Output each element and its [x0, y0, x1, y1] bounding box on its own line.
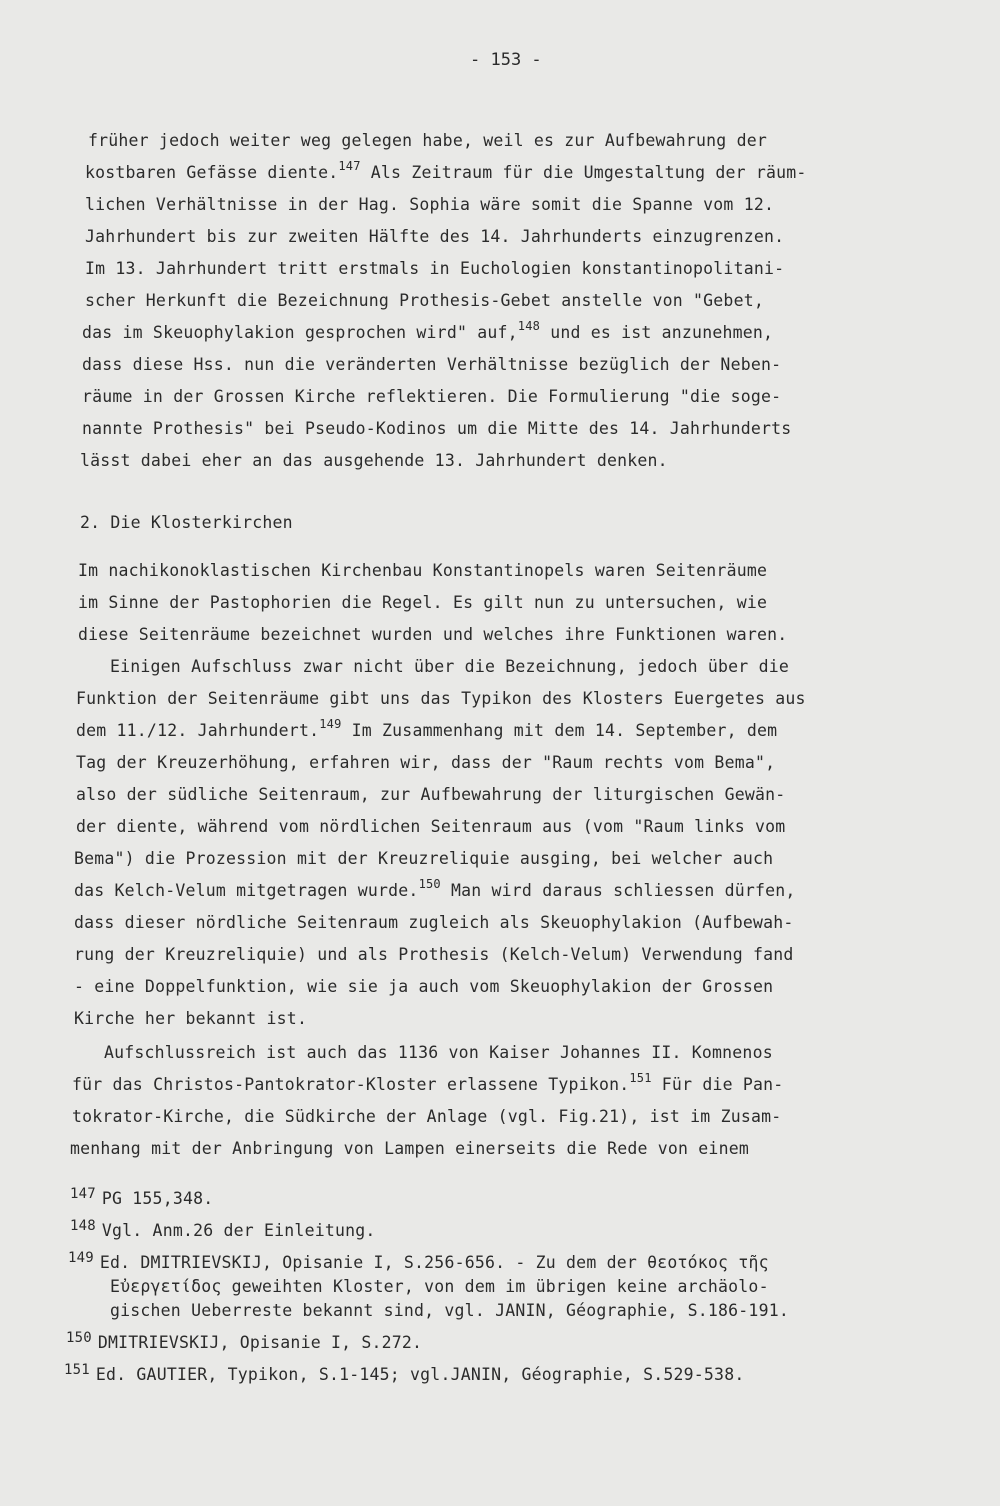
text-line: tokrator-Kirche, die Südkirche der Anlage (vgl. Fig.21), ist im Zusam- [72, 1107, 782, 1126]
text-line: - eine Doppelfunktion, wie sie ja auch vom Skeuophylakion der Grossen [74, 977, 774, 996]
footnote-continuation: gischen Ueberreste bekannt sind, vgl. JANIN, Géographie, S.186-191. [110, 1301, 789, 1320]
footnote [68, 1252, 769, 1275]
text-line: nannte Prothesis" bei Pseudo-Kodinos um die Mitte des 14. Jahrhunderts [82, 419, 792, 438]
footnote-mark: 151 [64, 1362, 90, 1378]
text-line: Einigen Aufschluss zwar nicht über die Bezeichnung, jedoch über die [110, 657, 789, 676]
text-line [76, 717, 778, 742]
text-line: scher Herkunft die Bezeichnung Prothesis-Gebet anstelle von "Gebet, [85, 291, 764, 310]
text-segment: Für die Pan- [661, 1075, 784, 1094]
footnote-ref: 148 [517, 319, 541, 333]
footnote-ref: 150 [418, 877, 441, 891]
text-line: der diente, während vom nördlichen Seitenraum aus (vom "Raum links vom [76, 817, 786, 836]
text-line: lichen Verhältnisse in der Hag. Sophia wäre somit die Spanne vom 12. [85, 195, 775, 214]
footnote-text: Ed. GAUTIER, Typikon, S.1-145; vgl.JANIN, Géographie, S.529-538. [95, 1365, 745, 1384]
footnote-mark: 147 [70, 1186, 96, 1202]
text-line: Aufschlussreich ist auch das 1136 von Kaiser Johannes II. Komnenos [104, 1043, 773, 1062]
text-line: Tag der Kreuzerhöhung, erfahren wir, dass der "Raum rechts vom Bema", [76, 753, 776, 772]
text-line: Funktion der Seitenräume gibt uns das Typikon des Klosters Euergetes aus [76, 689, 806, 708]
footnote-mark: 150 [66, 1330, 92, 1346]
text-line [74, 877, 796, 902]
footnote [70, 1188, 213, 1211]
footnote-mark: 149 [68, 1250, 94, 1266]
text-segment: das im Skeuophylakion gesprochen wird" auf, [82, 323, 518, 342]
text-line: dass dieser nördliche Seitenraum zugleich als Skeuophylakion (Aufbewah- [74, 913, 794, 932]
text-line: lässt dabei eher an das ausgehende 13. Jahrhundert denken. [80, 451, 668, 470]
footnote [64, 1364, 744, 1387]
text-line: menhang mit der Anbringung von Lampen einerseits die Rede von einem [70, 1139, 749, 1158]
footnote-text: DMITRIEVSKIJ, Opisanie I, S.272. [97, 1333, 423, 1352]
footnote-ref: 151 [629, 1071, 652, 1085]
text-segment: dem 11./12. Jahrhundert. [76, 721, 320, 740]
text-segment: Als Zeitraum für die Umgestaltung der räum- [370, 163, 807, 182]
text-line [82, 319, 774, 344]
text-segment: und es ist anzunehmen, [550, 323, 774, 342]
footnote-ref: 147 [338, 159, 361, 173]
footnote-ref: 149 [319, 717, 342, 731]
footnote [66, 1332, 422, 1355]
text-line: also der südliche Seitenraum, zur Aufbewahrung der liturgischen Gewän- [76, 785, 786, 804]
text-segment: das Kelch-Velum mitgetragen wurde. [74, 881, 419, 900]
footnote [70, 1220, 376, 1243]
text-line: Im 13. Jahrhundert tritt erstmals in Euchologien konstantinopolitani- [85, 259, 785, 278]
footnote-text: Vgl. Anm.26 der Einleitung. [101, 1221, 376, 1240]
text-line: im Sinne der Pastophorien die Regel. Es gilt nun zu untersuchen, wie [78, 593, 768, 612]
text-line [72, 1071, 784, 1096]
page-number: - 153 - [470, 50, 542, 70]
text-line: Kirche her bekannt ist. [74, 1009, 308, 1028]
text-segment: für das Christos-Pantokrator-Kloster erlassene Typikon. [72, 1075, 630, 1094]
text-segment: kostbaren Gefässe diente. [85, 163, 339, 182]
text-line: früher jedoch weiter weg gelegen habe, weil es zur Aufbewahrung der [88, 131, 767, 150]
footnote-text: Ed. DMITRIEVSKIJ, Opisanie I, S.256-656. - Zu dem der θεοτόκος τῆς [99, 1253, 769, 1272]
text-line [85, 159, 807, 184]
footnote-continuation: Εὐεργετίδος geweihten Kloster, von dem im übrigen keine archäolo- [110, 1277, 769, 1296]
text-line: Bema") die Prozession mit der Kreuzreliquie ausging, bei welcher auch [74, 849, 774, 868]
footnote-mark: 148 [70, 1218, 96, 1234]
text-segment: Man wird daraus schliessen dürfen, [450, 881, 796, 900]
text-line: Im nachikonoklastischen Kirchenbau Konstantinopels waren Seitenräume [78, 561, 768, 580]
text-line: rung der Kreuzreliquie) und als Prothesis (Kelch-Velum) Verwendung fand [74, 945, 794, 964]
text-line: Jahrhundert bis zur zweiten Hälfte des 14. Jahrhunderts einzugrenzen. [85, 227, 785, 246]
text-line: dass diese Hss. nun die veränderten Verhältnisse bezüglich der Neben- [82, 355, 782, 374]
text-line: räume in der Grossen Kirche reflektieren. Die Formulierung "die soge- [82, 387, 782, 406]
text-line: diese Seitenräume bezeichnet wurden und welches ihre Funktionen waren. [78, 625, 788, 644]
section-heading: 2. Die Klosterkirchen [80, 513, 293, 532]
text-segment: Im Zusammenhang mit dem 14. September, dem [351, 721, 778, 740]
footnote-text: PG 155,348. [101, 1189, 214, 1208]
